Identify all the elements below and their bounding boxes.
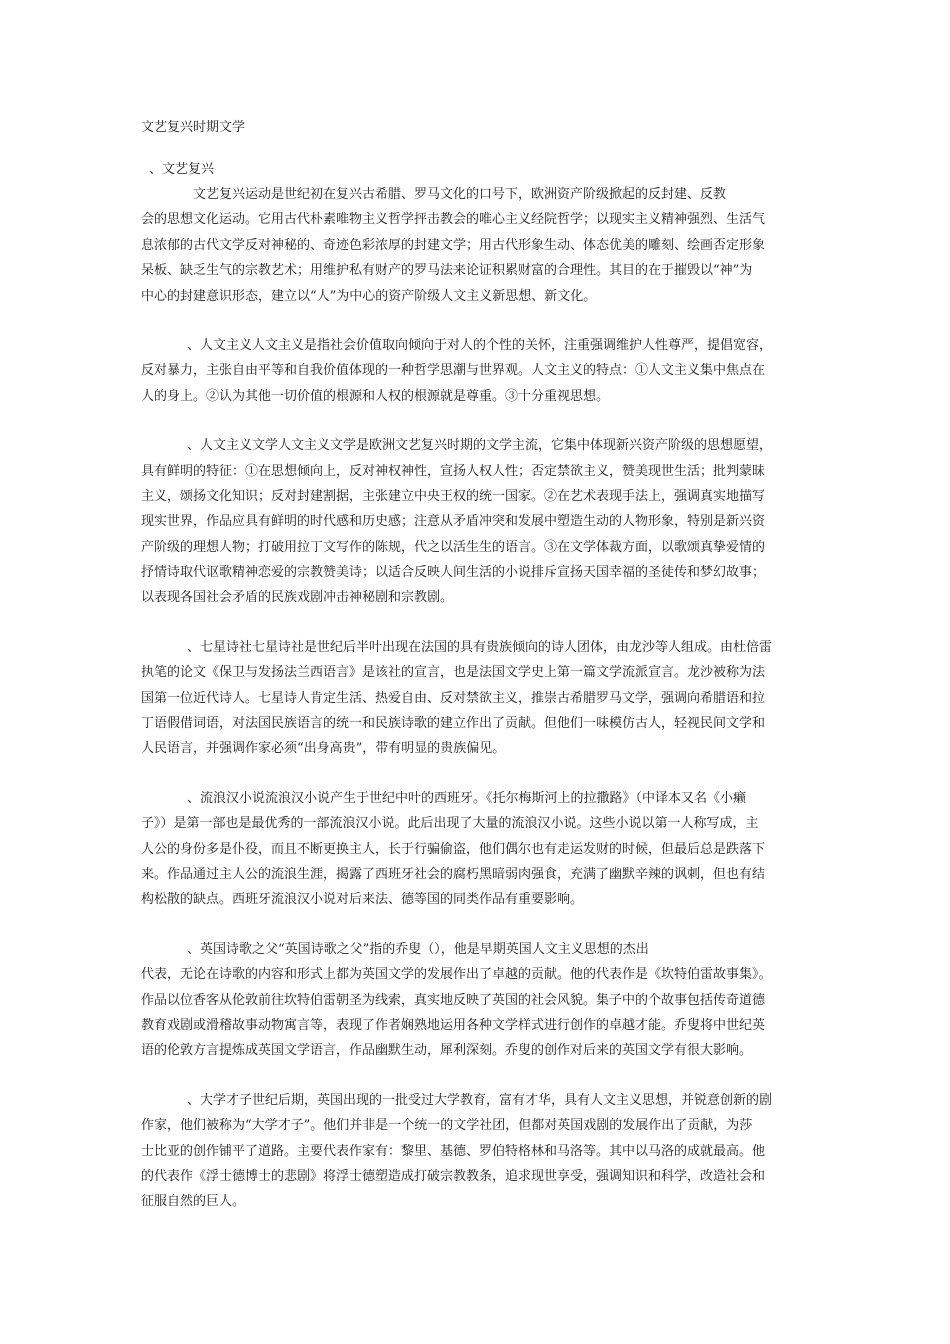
- paragraph-line: 人公的身份多是仆役，而且不断更换主人，长于行骗偷盗，他们偶尔也有走运发财的时候，但最后总是跌落下: [141, 841, 766, 857]
- paragraph-gap: [141, 1064, 811, 1088]
- paragraph: [141, 433, 811, 611]
- paragraph-line: 语的伦敦方言提炼成英国文学语言，作品幽默生动，犀利深刻。乔叟的创作对后来的英国文学有很大影响。: [141, 1043, 753, 1059]
- paragraph: [141, 937, 811, 1064]
- paragraph: [141, 635, 811, 762]
- paragraph-line: 士比亚的创作铺平了道路。主要代表作家有：黎里、基德、罗伯特格林和马洛等。其中以马洛的成就最高。他: [141, 1143, 766, 1159]
- paragraph-line: 、大学才子世纪后期，英国出现的一批受过大学教育，富有才华，具有人文主义思想，并锐意创新的剧: [187, 1092, 773, 1108]
- paragraph-line: 会的思想文化运动。它用古代朴素唯物主义哲学抨击教会的唯心主义经院哲学；以现实主义精神强烈、生活气: [141, 212, 766, 228]
- paragraph-gap: [141, 409, 811, 433]
- paragraph: [141, 182, 811, 309]
- paragraph-line: 以表现各国社会矛盾的民族戏剧冲击神秘剧和宗教剧。: [141, 590, 454, 606]
- paragraph-line: 子》）是第一部也是最优秀的一部流浪汉小说。此后出现了大量的流浪汉小说。这些小说以第一人称写成，主: [141, 816, 759, 832]
- paragraph-line: 呆板、缺乏生气的宗教艺术；用维护私有财产的罗马法来论证积累财富的合理性。其目的在于摧毁以“神”为: [141, 263, 753, 279]
- paragraph-line: 来。作品通过主人公的流浪生涯，揭露了西班牙社会的腐朽黑暗弱肉强食，充满了幽默辛辣的讽刺，但也有结: [141, 866, 766, 882]
- paragraph-gap: [141, 611, 811, 635]
- document-page: [141, 118, 811, 1215]
- paragraph-line: 具有鲜明的特征：①在思想倾向上，反对神权神性，宣扬人权人性；否定禁欲主义，赞美现世生活；批判蒙昧: [141, 463, 766, 479]
- paragraph-gap: [141, 309, 811, 333]
- paragraph-line: 产阶级的理想人物；打破用拉丁文写作的陈规，代之以活生生的语言。③在文学体裁方面，以歌颂真挚爱情的: [141, 539, 766, 555]
- paragraph-line: 反对暴力，主张自由平等和自我价值体现的一种哲学思潮与世界观。人文主义的特点：①人文主义集中焦点在: [141, 363, 766, 379]
- paragraph: [141, 333, 811, 409]
- paragraph-line: 、七星诗社七星诗社是世纪后半叶出现在法国的具有贵族倾向的诗人团体，由龙沙等人组成。由杜倍雷: [187, 639, 773, 655]
- paragraphs-container: [141, 182, 811, 1215]
- document-title: 文艺复兴时期文学: [141, 120, 246, 135]
- paragraph-line: 构松散的缺点。西班牙流浪汉小说对后来法、德等国的同类作品有重要影响。: [141, 892, 584, 908]
- paragraph-line: 、人文主义文学人文主义文学是欧洲文艺复兴时期的文学主流，它集中体现新兴资产阶级的思想愿望，: [187, 438, 773, 454]
- paragraph: [141, 1088, 811, 1215]
- paragraph-line: 丁语假借词语，对法国民族语言的统一和民族诗歌的建立作出了贡献。但他们一味模仿古人，轻视民间文学和: [141, 716, 766, 732]
- paragraph-line: 的代表作《浮士德博士的悲剧》将浮士德塑造成打破宗教教条，追求现世享受，强调知识和科学，改造社会和: [141, 1168, 766, 1184]
- paragraph-line: 执笔的论文《保卫与发扬法兰西语言》是该社的宣言，也是法国文学史上第一篇文学流派宣言。龙沙被称为法: [141, 665, 766, 681]
- paragraph-line: 中心的封建意识形态，建立以“人”为中心的资产阶级人文主义新思想、新文化。: [141, 288, 597, 304]
- paragraph-line: 抒情诗取代讴歌精神恋爱的宗教赞美诗；以适合反映人间生活的小说排斥宣扬天国幸福的圣徒传和梦幻故事；: [141, 565, 766, 581]
- paragraph-line: 作品以位香客从伦敦前往坎特伯雷朝圣为线索，真实地反映了英国的社会风貌。集子中的个故事包括传奇道德: [141, 992, 766, 1008]
- section-heading: 、文艺复兴: [149, 162, 215, 177]
- paragraph-line: 教育戏剧或滑稽故事动物寓言等，表现了作者娴熟地运用各种文学样式进行创作的卓越才能。乔叟将中世纪英: [141, 1017, 766, 1033]
- paragraph-line: 作家，他们被称为“大学才子”。他们并非是一个统一的文学社团，但都对英国戏剧的发展作出了贡献，为莎: [141, 1118, 753, 1134]
- paragraph: [141, 786, 811, 913]
- paragraph-gap: [141, 762, 811, 786]
- paragraph-line: 人的身上。②认为其他一切价值的根源和人权的根源就是尊重。③十分重视思想。: [141, 388, 610, 404]
- paragraph-line: 现实世界，作品应具有鲜明的时代感和历史感；注意从矛盾冲突和发展中塑造生动的人物形象，特别是新兴资: [141, 514, 766, 530]
- paragraph-line: 代表，无论在诗歌的内容和形式上都为英国文学的发展作出了卓越的贡献。他的代表作是《坎特伯雷故事集》。: [141, 967, 772, 983]
- paragraph-line: 主义，颂扬文化知识；反对封建割据，主张建立中央王权的统一国家。②在艺术表现手法上，强调真实地描写: [141, 488, 766, 504]
- paragraph-line: 、人文主义人文主义是指社会价值取向倾向于对人的个性的关怀，注重强调维护人性尊严，提倡宽容，: [187, 337, 773, 353]
- paragraph-line: 、英国诗歌之父“英国诗歌之父”指的乔叟（），他是早期英国人文主义思想的杰出: [187, 941, 649, 957]
- paragraph-line: 息浓郁的古代文学反对神秘的、奇迹色彩浓厚的封建文学；用古代形象生动、体态优美的雕刻、绘画否定形象: [141, 237, 766, 253]
- paragraph-line: 征服自然的巨人。: [141, 1194, 246, 1210]
- paragraph-line: 人民语言，并强调作家必须“出身高贵”，带有明显的贵族偏见。: [141, 741, 506, 757]
- paragraph-line: 、流浪汉小说流浪汉小说产生于世纪中叶的西班牙。《托尔梅斯河上的拉撒路》（中译本又名《小癞: [187, 790, 747, 806]
- paragraph-gap: [141, 913, 811, 937]
- paragraph-line: 国第一位近代诗人。七星诗人肯定生活、热爱自由、反对禁欲主义，推崇古希腊罗马文学，强调向希腊语和拉: [141, 690, 766, 706]
- paragraph-line: 文艺复兴运动是世纪初在复兴古希腊、罗马文化的口号下，欧洲资产阶级掀起的反封建、反教: [193, 187, 727, 202]
